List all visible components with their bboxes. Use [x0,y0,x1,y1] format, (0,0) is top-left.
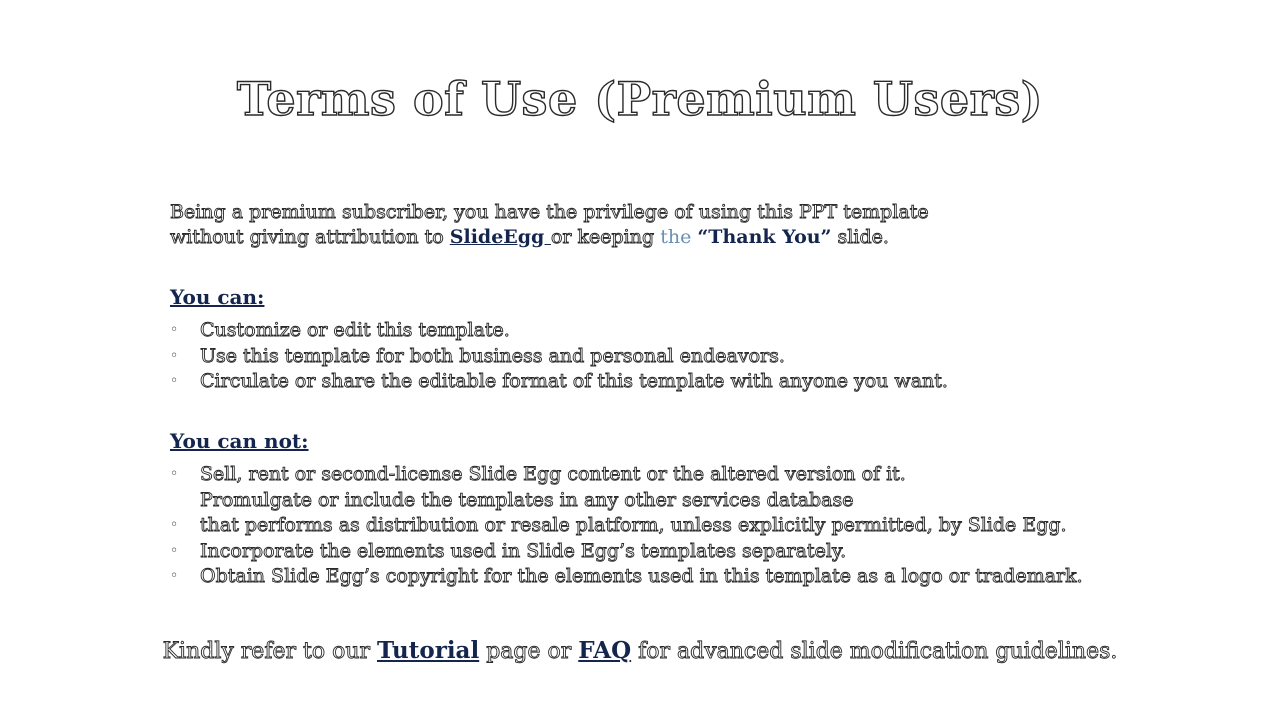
bullet-icon: ◦ [170,322,179,338]
footer-note [0,636,1280,667]
list-item-text: that performs as distribution or resale platform, unless explicitly permitted, by Slide Egg. [200,514,1067,536]
footer-text-mid: page or [479,639,579,664]
footer-text-suffix: for advanced slide modification guidelines. [638,639,1118,664]
list-item-text: Sell, rent or second-license Slide Egg content or the altered version of it. [200,463,906,485]
list-item-text: Customize or edit this template. [200,319,510,341]
bullet-icon: ◦ [170,542,179,559]
footer-text-prefix: Kindly refer to our [162,639,378,664]
list-item-text: Promulgate or include the templates in any other services database [200,488,854,511]
list-item [170,344,1130,370]
list-item [170,513,1130,539]
slideegg-link[interactable]: SlideEgg [449,226,551,248]
list-item-text: Incorporate the elements used in Slide Egg’s templates separately. [200,539,847,562]
list-item [170,462,1130,488]
intro-text-mid: or keeping [550,226,661,248]
tutorial-link[interactable]: Tutorial [377,637,480,664]
list-item [170,488,1130,514]
you-can-not-list [170,462,1130,590]
intro-text-line1: Being a premium subscriber, you have the privilege of using this PPT template [170,201,929,223]
thank-you-text: “Thank You” [697,226,832,248]
bullet-icon: ◦ [170,466,179,482]
intro-text-prefix: without giving attribution to [170,226,450,248]
faq-link[interactable]: FAQ [578,637,632,664]
bullet-icon: ◦ [170,568,179,584]
you-can-not-heading: You can not: [170,429,309,453]
list-item [170,369,1130,395]
list-item-text: Circulate or share the editable format of this template with anyone you want. [200,370,948,392]
you-can-list [170,318,1130,395]
list-item [170,318,1130,344]
list-item [170,539,1130,565]
bullet-icon: ◦ [170,373,179,389]
list-item [170,564,1130,590]
page-title: Terms of Use (Premium Users) [236,72,1044,126]
intro-text-the: the [660,226,692,248]
list-item-text: Use this template for both business and personal endeavors. [200,344,785,367]
bullet-icon: ◦ [170,347,179,364]
intro-text-suffix: slide. [831,226,889,248]
intro-paragraph [170,200,1130,250]
you-can-heading: You can: [170,285,265,309]
list-item-text: Obtain Slide Egg’s copyright for the elements used in this template as a logo or trademark. [200,565,1083,587]
bullet-icon: ◦ [170,517,179,533]
